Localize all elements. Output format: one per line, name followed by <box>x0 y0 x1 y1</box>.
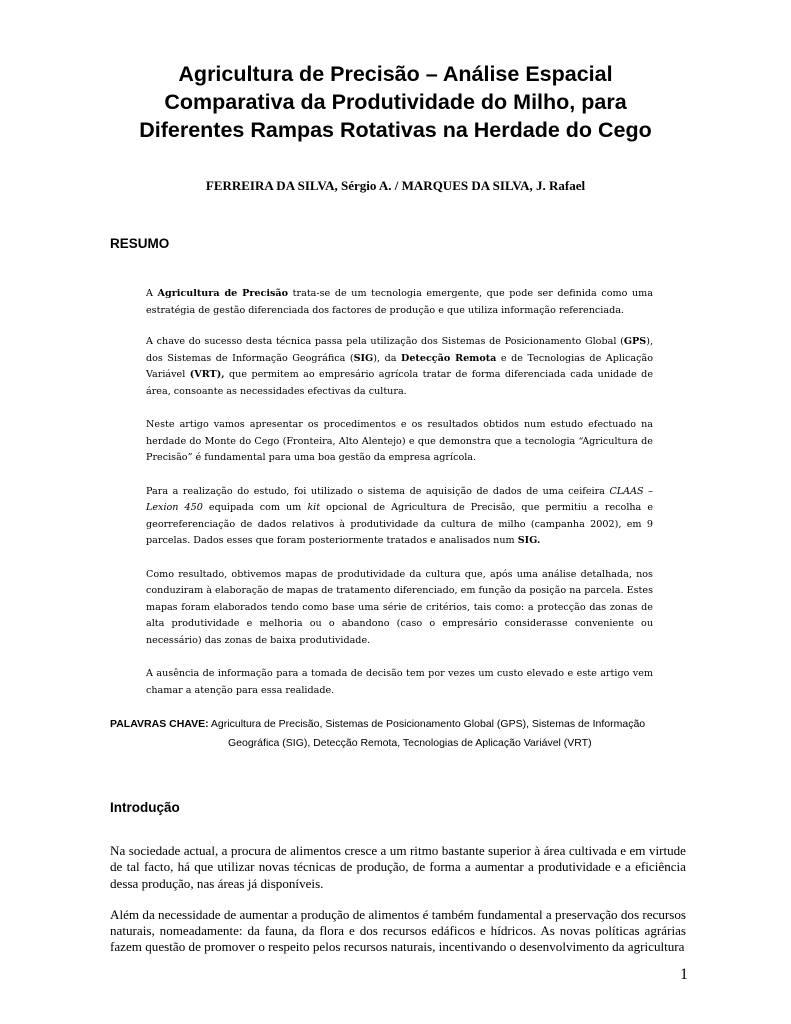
section-heading-introducao: Introdução <box>110 800 180 815</box>
abstract-body <box>146 286 653 716</box>
title-line: Comparativa da Produtividade do Milho, para <box>164 90 627 114</box>
keywords-block <box>110 715 655 753</box>
body-paragraph: Na sociedade actual, a procura de alimentos cresce a um ritmo bastante superior à área cultivada e em virtude de tal facto, há que utilizar novas técnicas de produção, de forma a aumentar a produtividade e a eficiência dessa produção, nas áreas já disponíveis. <box>110 843 686 891</box>
bold-term: GPS <box>623 336 647 347</box>
page-number: 1 <box>680 966 688 983</box>
abstract-paragraph: Para a realização do estudo, foi utilizado o sistema de aquisição de dados de uma ceifeira CLAAS – Lexion 450 equipada com um kit opcional de Agricultura de Precisão, que permitiu a recolha e georreferenciação de dados relativos à produtividade da cultura de milho (campanha 2002), em 9 parcelas. Dados esses que foram posteriormente tratados e analisados num SIG. <box>146 485 653 546</box>
abstract-paragraph: A Agricultura de Precisão trata-se de um tecnologia emergente, que pode ser definida como uma estratégia de gestão diferenciada dos factores de produção e que utiliza informação referenciada. <box>146 288 653 316</box>
abstract-paragraph: A ausência de informação para a tomada de decisão tem por vezes um custo elevado e este artigo vem chamar a atenção para essa realidade. <box>146 668 653 696</box>
italic-term: CLAAS – Lexion 450 <box>146 485 653 513</box>
section-heading-resumo: RESUMO <box>110 236 170 251</box>
body-paragraph: Além da necessidade de aumentar a produção de alimentos é também fundamental a preservação dos recursos naturais, nomeadamente: da fauna, da flora e dos recursos edáficos e hídricos. As novas políticas agrárias fazem questão de promover o respeito pelos recursos naturais, incentivando o desenvolvimento da agricultura <box>110 906 686 955</box>
bold-term: SIG <box>353 352 374 364</box>
bold-term: Agricultura de Precisão <box>157 288 289 299</box>
keywords-text: Agricultura de Precisão, Sistemas de Posicionamento Global (GPS), Sistemas de Informação <box>208 718 646 730</box>
authors-line: FERREIRA DA SILVA, Sérgio A. / MARQUES DA SILVA, J. Rafael <box>205 178 586 193</box>
keywords-label: PALAVRAS CHAVE: <box>110 718 209 730</box>
keywords-text-continued: Geográfica (SIG), Detecção Remota, Tecnologias de Aplicação Variável (VRT) <box>228 737 592 749</box>
abstract-paragraph: A chave do sucesso desta técnica passa pela utilização dos Sistemas de Posicionamento Global (GPS), dos Sistemas de Informação Geográfica (SIG), da Detecção Remota e de Tecnologias de Aplicação Variável (VRT), que permitem ao empresário agrícola tratar de forma diferenciada cada unidade de área, consoante as necessidades efectivas da cultura. <box>146 336 653 397</box>
bold-term: SIG. <box>517 535 541 546</box>
title-line: Diferentes Rampas Rotativas na Herdade do Cego <box>139 118 652 142</box>
title-line: Agricultura de Precisão – Análise Espacial <box>178 62 613 86</box>
italic-term: kit <box>307 502 321 513</box>
introduction-body <box>110 843 686 971</box>
abstract-paragraph: Neste artigo vamos apresentar os procedimentos e os resultados obtidos num estudo efectuado na herdade do Monte do Cego (Fronteira, Alto Alentejo) e que demonstra que a tecnologia “Agricultura de Precisão” é fundamental para uma boa gestão da empresa agrícola. <box>146 419 653 463</box>
bold-term: Detecção Remota <box>401 352 497 364</box>
paper-title <box>80 60 711 144</box>
abstract-paragraph: Como resultado, obtivemos mapas de produtividade da cultura que, após uma análise detalhada, nos conduziram à elaboração de mapas de tratamento diferenciado, em função da posição na parcela. Estes mapas foram elaborados tendo como base uma série de critérios, tais como: a protecção das zonas de alta produtividade e melhoria ou o abandono (caso o empresário considerasse conveniente ou necessário) das zonas de baixa produtividade. <box>146 568 653 646</box>
bold-term: (VRT), <box>189 369 225 380</box>
